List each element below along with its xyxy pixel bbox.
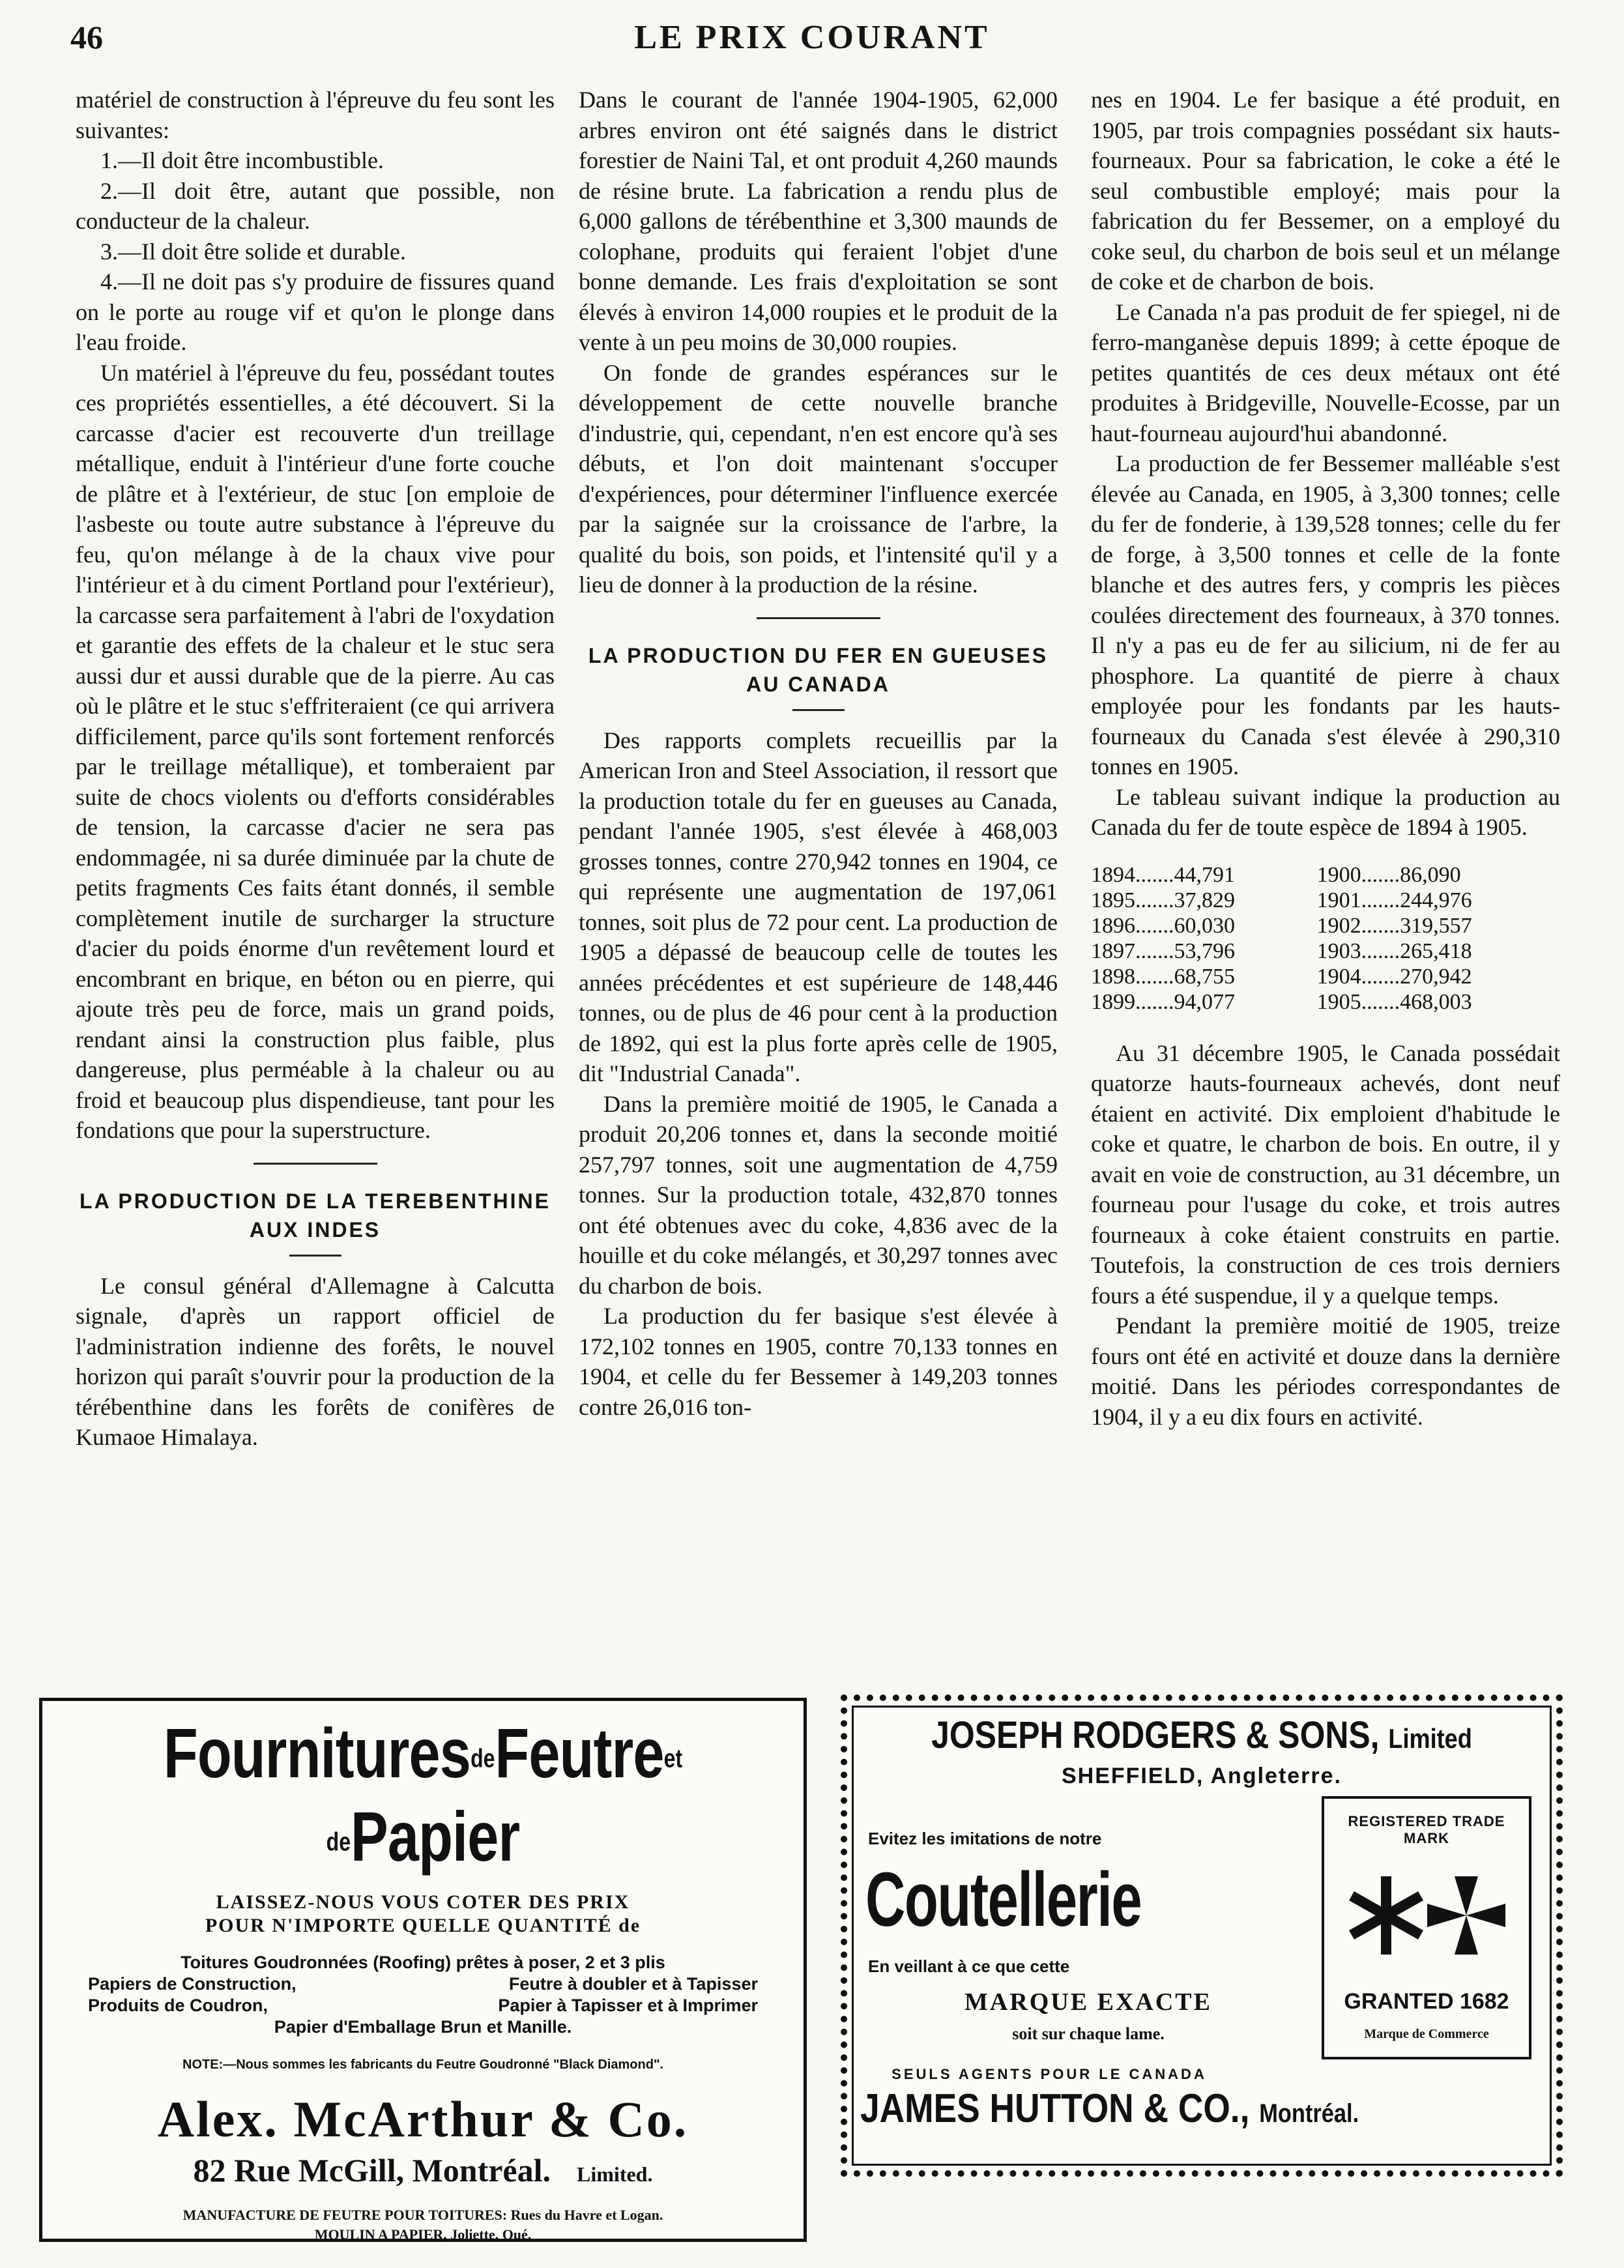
ad-title-papier: Papier: [351, 1797, 520, 1876]
table-row: [1091, 913, 1560, 938]
col1-paragraph-1: Un matériel à l'épreuve du feu, possédant toutes ces propriétés essentielles, a été découvert. Si la carcasse d'acier est recouverte d'un treillage métallique, enduit à l'intérieur d'une forte couche de plâtre et à l'extérieur, de stuc [on emploie de l'asbeste ou toute autre substance à l'épreuve du feu, qu'on mélange à de la chaux vive pour l'intérieur et à du ciment Portland pour l'extérieur), la carcasse sera parfaitement à l'abri de l'oxydation et garantie des effets de la chaleur et le stuc sera aussi dur et aussi durable que de la pierre. Au cas où le plâtre et le stuc s'effriteraient (ce qui arrivera difficilement, parce qu'ils sont fortement renforcés par le treillage métallique), et tomberaient par suite de chocs violents ou d'efforts considérables de tension, la carcasse d'acier ne sera pas endommagée, ni sa durée diminuée par la chute de petits fragments Ces faits étant donnés, il semble complètement inutile de surcharger la structure d'acier du poids énorme d'un revêtement lourd et encombrant en brique, en béton ou en pierre, qui ajoute très peu de force, mais un grand poids, rendant ainsi la construction plus faible, plus dangereuse, plus perméable à la chaleur ou au froid et beaucoup plus dispendieuse, tant pour les fondations que pour la superstructure.: [76, 359, 555, 1143]
ad-rodgers-veillant: En veillant à ce que cette: [868, 1956, 1070, 1976]
table-cell: 1900.......86,090: [1316, 862, 1461, 887]
section-divider: [757, 617, 880, 619]
ad-address-line: [42, 2151, 804, 2194]
asterisk-icon: [1352, 1876, 1421, 1955]
ad-rodgers-company: [897, 1714, 1507, 1760]
ad-rodgers-limited: Limited: [1388, 1723, 1472, 1754]
col1-list-item-1: 1.—Il doit être incombustible.: [100, 147, 384, 173]
col3-paragraph-4: Le tableau suivant indique la production au Canada du fer de toute espèce de 1894 à 1905.: [1091, 783, 1560, 840]
ad-item: Feutre à doubler et à Tapisser: [508, 1973, 758, 1994]
ad-item: Papiers de Construction,: [88, 1973, 297, 1994]
col2-paragraph-2: On fonde de grandes espérances sur le développement de cette nouvelle branche d'industrie, qui, cependant, n'en est encore qu'à ses débuts, et l'on doit maintenant s'occuper d'expériences, pour déterminer l'influence exercée par la saignée sur la croissance de l'arbre, la qualité du bois, son poids, et l'intensité qu'il y a lieu de donner à la production de la résine.: [579, 359, 1058, 598]
heading-underline: [289, 1255, 341, 1257]
col3-paragraph-6: Pendant la première moitié de 1905, treize fours ont été en activité et douze dans la dernière moitié. Dans les périodes correspondantes de 1904, il y a eu dix fours en activité.: [1091, 1313, 1560, 1430]
table-cell: 1905.......468,003: [1316, 989, 1472, 1014]
ad-rodgers-agent: [860, 2086, 1359, 2132]
section-divider: [254, 1163, 377, 1165]
ad-item-emballage: Papier d'Emballage Brun et Manille.: [274, 2016, 572, 2037]
table-cell: 1902.......319,557: [1316, 913, 1472, 938]
col2-paragraph-5: La production du fer basique s'est élevée à 172,102 tonnes en 1905, contre 70,133 tonnes en 1904, et celle du fer Bessemer à 149,203 tonnes contre 26,016 ton-: [579, 1303, 1058, 1420]
col1-list-item-4: 4.—Il ne doit pas s'y produire de fissures quand on le porte au rouge vif et qu'on le plonge dans l'eau froide.: [76, 269, 555, 355]
col3-paragraph-5: Au 31 décembre 1905, le Canada possédait quatorze hauts-fourneaux achevés, dont neuf étaient en activité. Dix emploient d'habitude le coke et quatre, le charbon de bois. En outre, il y avait en voie de construction, au 31 décembre, un fourneau pour l'usage du coke, et trois autres fourneaux à coke étaient construits en partie. Toutefois, la construction de ces trois derniers fours a été suspendue, il y a quelque temps.: [1091, 1040, 1560, 1309]
ad-limited: Limited.: [577, 2162, 653, 2186]
ad-product-list: [42, 1952, 804, 2038]
table-cell: 1901.......244,976: [1316, 888, 1472, 912]
ad-title: [119, 1714, 727, 1882]
production-table: [1091, 862, 1560, 1015]
ad-rodgers-agent-city: Montréal.: [1259, 2099, 1359, 2128]
ad-line-prices: LAISSEZ-NOUS VOUS COTER DES PRIX: [216, 1891, 630, 1913]
ad-item-row: [42, 1973, 804, 1995]
col1-list-item-2: 2.—Il doit être, autant que possible, non conducteur de la chaleur.: [76, 177, 555, 234]
table-cell: 1904.......270,942: [1316, 964, 1472, 989]
ad-title-de: de: [471, 1744, 495, 1773]
trademark-marks: [1344, 1854, 1509, 1977]
ad-manufacture: MANUFACTURE DE FEUTRE POUR TOITURES: Rues du Havre et Logan.: [182, 2206, 663, 2223]
table-row: [1091, 862, 1560, 888]
table-cell: 1899.......94,077: [1091, 989, 1235, 1014]
ad-rodgers-agent-name: JAMES HUTTON & CO.,: [860, 2086, 1250, 2131]
ad-address: 82 Rue McGill, Montréal.: [193, 2151, 551, 2188]
ad-item-row: [42, 1995, 804, 2016]
advertisement-mcarthur: [39, 1698, 807, 2242]
col1-paragraph-2: Le consul général d'Allemagne à Calcutta signale, d'après un rapport officiel de l'administration indienne des forêts, le nouvel horizon qui paraît s'ouvrir pour la production de la térébenthine dans les forêts de conifères de Kumaoe Himalaya.: [76, 1272, 555, 1450]
col2-paragraph-4: Dans la première moitié de 1905, le Canada a produit 20,206 tonnes et, dans la seconde moitié 257,797 tonnes, soit une augmentation de 4,759 tonnes. Sur la production totale, 432,870 tonnes ont été obtenues avec du coke, 4,836 avec de la houille et du coke mélangés, et 30,297 tonnes avec du charbon de bois.: [579, 1090, 1058, 1299]
ad-mill: MOULIN A PAPIER, Joliette, Qué.: [314, 2226, 532, 2243]
col1-list-item-3: 3.—Il doit être solide et durable.: [100, 238, 406, 265]
table-cell: 1903.......265,418: [1316, 938, 1472, 963]
running-title: LE PRIX COURANT: [634, 19, 990, 56]
trademark-granted: GRANTED 1682: [1344, 1989, 1509, 2014]
heading-underline: [792, 709, 845, 711]
trademark-box: [1322, 1796, 1531, 2059]
section-heading-fer-gueuses: LA PRODUCTION DU FER EN GUEUSES AU CANADA: [588, 643, 1049, 696]
col2-paragraph-1: Dans le courant de l'année 1904-1905, 62,000 arbres environ ont été saignés dans le district forestier de Naini Tal, et ont produit 4,260 maunds de résine brute. La fabrication a rendu plus de 6,000 gallons de térébenthine et 3,300 maunds de colophane, produits qui feraient l'objet d'une bonne demande. Les frais d'exploitation se sont élevés à environ 14,000 roupies et le produit de la vente à un peu moins de 30,000 roupies.: [579, 87, 1058, 355]
column-1: [76, 85, 555, 1453]
col1-intro: matériel de construction à l'épreuve du feu sont les suivantes:: [76, 87, 555, 143]
ad-rodgers-agents: SEULS AGENTS POUR LE CANADA: [892, 2066, 1207, 2082]
table-cell: 1894.......44,791: [1091, 862, 1235, 887]
ad-rodgers-marque: MARQUE EXACTE: [964, 1988, 1212, 2016]
ad-title-fournitures: Fournitures: [163, 1713, 471, 1792]
table-row: [1091, 888, 1560, 913]
trademark-marque-commerce: Marque de Commerce: [1364, 2027, 1489, 2041]
table-row: [1091, 964, 1560, 989]
ad-rodgers-soit: soit sur chaque lame.: [1012, 2024, 1165, 2043]
table-cell: 1898.......68,755: [1091, 964, 1235, 989]
advertisement-rodgers: [841, 1694, 1563, 2177]
column-2: [579, 85, 1058, 1422]
ad-rodgers-city: SHEFFIELD, Angleterre.: [1061, 1764, 1342, 1788]
column-3: [1091, 85, 1560, 1432]
col3-paragraph-1: nes en 1904. Le fer basique a été produit, en 1905, par trois compagnies possédant six hauts-fourneaux. Pour sa fabrication, le coke a été le seul combustible employé; mais pour la fabrication du fer Bessemer, on a employé du coke seul, du charbon de bois seul et un mélange de coke et de charbon de bois.: [1091, 87, 1560, 295]
table-cell: 1896.......60,030: [1091, 913, 1235, 938]
ad-item-toitures: Toitures Goudronnées (Roofing) prêtes à poser, 2 et 3 plis: [181, 1952, 665, 1972]
section-heading-terebenthine: LA PRODUCTION DE LA TEREBENTHINE AUX INDES: [80, 1189, 551, 1242]
ad-item: Produits de Coudron,: [88, 1995, 268, 2015]
ad-note: NOTE:—Nous sommes les fabricants du Feutre Goudronné "Black Diamond".: [182, 2057, 663, 2072]
page-number: 46: [70, 19, 103, 55]
ad-company-name: Alex. McArthur & Co.: [157, 2090, 689, 2147]
ad-title-et-de: et de: [326, 1744, 683, 1857]
ad-item: Papier à Tapisser et à Imprimer: [498, 1995, 758, 2015]
maltese-cross-icon: [1427, 1876, 1505, 1955]
col3-paragraph-3: La production de fer Bessemer malléable s'est élevée au Canada, en 1905, à 3,300 tonnes; celle du fer de fonderie, à 139,528 tonnes; celle du fer de forge, à 3,500 tonnes et celle de la fonte blanche et des autres fers, y compris les pièces coulées directement des fourneaux, à 370 tonnes. Il n'y a pas eu de fer au silicium, ni de fer au phosphore. La quantité de pierre à chaux employée pour les fondants par les hauts-fourneaux du Canada s'est élevée à 290,310 tonnes en 1905.: [1091, 450, 1560, 779]
table-cell: 1895.......37,829: [1091, 888, 1235, 912]
table-row: [1091, 989, 1560, 1015]
col2-paragraph-3: Des rapports complets recueillis par la American Iron and Steel Association, il ressort que la production totale du fer en gueuses au Canada, pendant l'année 1905, s'est élevée à 468,003 grosses tonnes, contre 270,942 tonnes en 1904, ce qui représente une augmentation de 197,061 tonnes, soit plus de 72 pour cent. La production de 1905 a dépassé de beaucoup celle de toutes les années précédentes et est supérieure de 148,446 tonnes, ou de plus de 46 pour cent à la production de 1892, qui est la plus forte après celle de 1905, dit "Industrial Canada".: [579, 727, 1058, 1086]
ad-rodgers-evitez: Evitez les imitations de notre: [868, 1829, 1102, 1848]
col3-paragraph-2: Le Canada n'a pas produit de fer spiegel, ni de ferro-manganèse depuis 1899; à cette époque de petites quantités de ces deux métaux ont été produites à Bridgeville, Nouvelle-Ecosse, par un haut-fourneau aujourd'hui abandonné.: [1091, 298, 1560, 446]
ad-title-feutre: Feutre: [495, 1713, 664, 1792]
ad-rodgers-name: JOSEPH RODGERS & SONS,: [931, 1714, 1380, 1756]
table-cell: 1897.......53,796: [1091, 938, 1235, 963]
ad-line-quantity: POUR N'IMPORTE QUELLE QUANTITÉ de: [205, 1914, 641, 1936]
ad-rodgers-product: Coutellerie: [865, 1857, 1142, 1943]
table-row: [1091, 938, 1560, 964]
trademark-registered: REGISTERED TRADE MARK: [1348, 1813, 1505, 1846]
